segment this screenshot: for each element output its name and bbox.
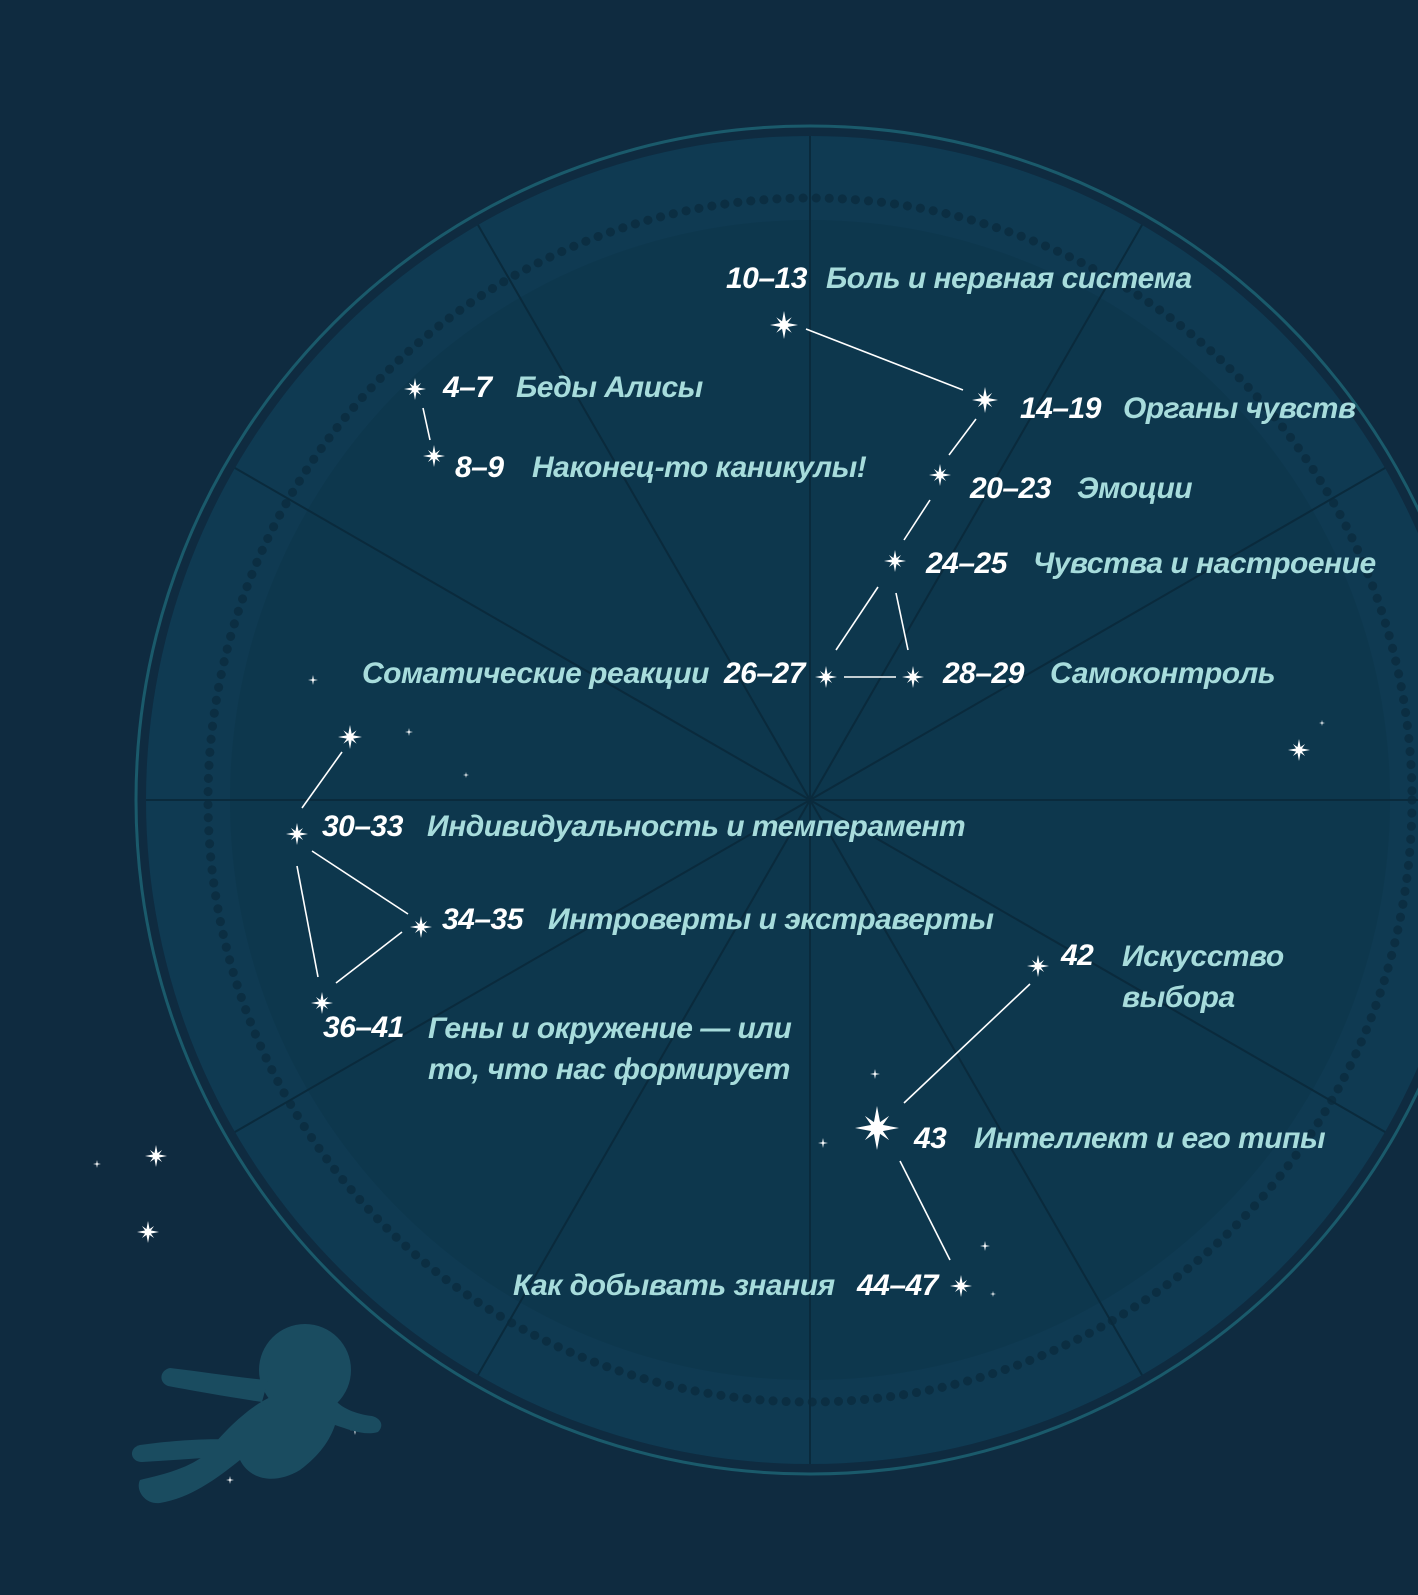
entry-individuality-pages[interactable]: 30–33	[322, 810, 403, 843]
entry-somatic-pages[interactable]: 26–27	[724, 657, 805, 690]
entry-knowledge-title[interactable]: Как добывать знания	[513, 1269, 835, 1302]
entry-introverts-title[interactable]: Интроверты и экстраверты	[548, 903, 994, 936]
entry-selfcontrol-title[interactable]: Самоконтроль	[1050, 657, 1276, 690]
entry-holidays-pages[interactable]: 8–9	[455, 451, 504, 484]
entry-introverts-pages[interactable]: 34–35	[442, 903, 523, 936]
entry-intellect-title[interactable]: Интеллект и его типы	[974, 1122, 1326, 1155]
entry-feelings-title[interactable]: Чувства и настроение	[1033, 547, 1376, 580]
entry-pain-title[interactable]: Боль и нервная система	[826, 262, 1192, 295]
entry-alice-title[interactable]: Беды Алисы	[516, 371, 703, 404]
entry-knowledge-pages[interactable]: 44–47	[857, 1269, 938, 1302]
entry-individuality-title[interactable]: Индивидуальность и темперамент	[427, 810, 966, 843]
entry-intellect-pages[interactable]: 43	[914, 1122, 947, 1155]
entry-selfcontrol-pages[interactable]: 28–29	[943, 657, 1024, 690]
entry-feelings-pages[interactable]: 24–25	[926, 547, 1007, 580]
entry-emotions-pages[interactable]: 20–23	[970, 472, 1051, 505]
entry-senses-pages[interactable]: 14–19	[1020, 392, 1101, 425]
entry-alice-pages[interactable]: 4–7	[443, 371, 492, 404]
astronaut-child-silhouette-icon	[132, 1324, 381, 1503]
entry-genes-title[interactable]: Гены и окружение — или то, что нас формирует	[428, 1012, 792, 1086]
entry-holidays-title[interactable]: Наконец-то каникулы!	[532, 451, 867, 484]
entry-somatic-title[interactable]: Соматические реакции	[362, 657, 709, 690]
entry-senses-title[interactable]: Органы чувств	[1123, 392, 1356, 425]
star-icon	[226, 1476, 234, 1484]
entry-choice-title[interactable]: Искусство выбора	[1122, 940, 1284, 1014]
star-icon	[93, 1160, 101, 1168]
entry-emotions-title[interactable]: Эмоции	[1077, 472, 1193, 505]
entry-choice-pages[interactable]: 42	[1061, 939, 1094, 972]
entry-genes-pages[interactable]: 36–41	[323, 1011, 404, 1044]
entry-pain-pages[interactable]: 10–13	[726, 262, 807, 295]
